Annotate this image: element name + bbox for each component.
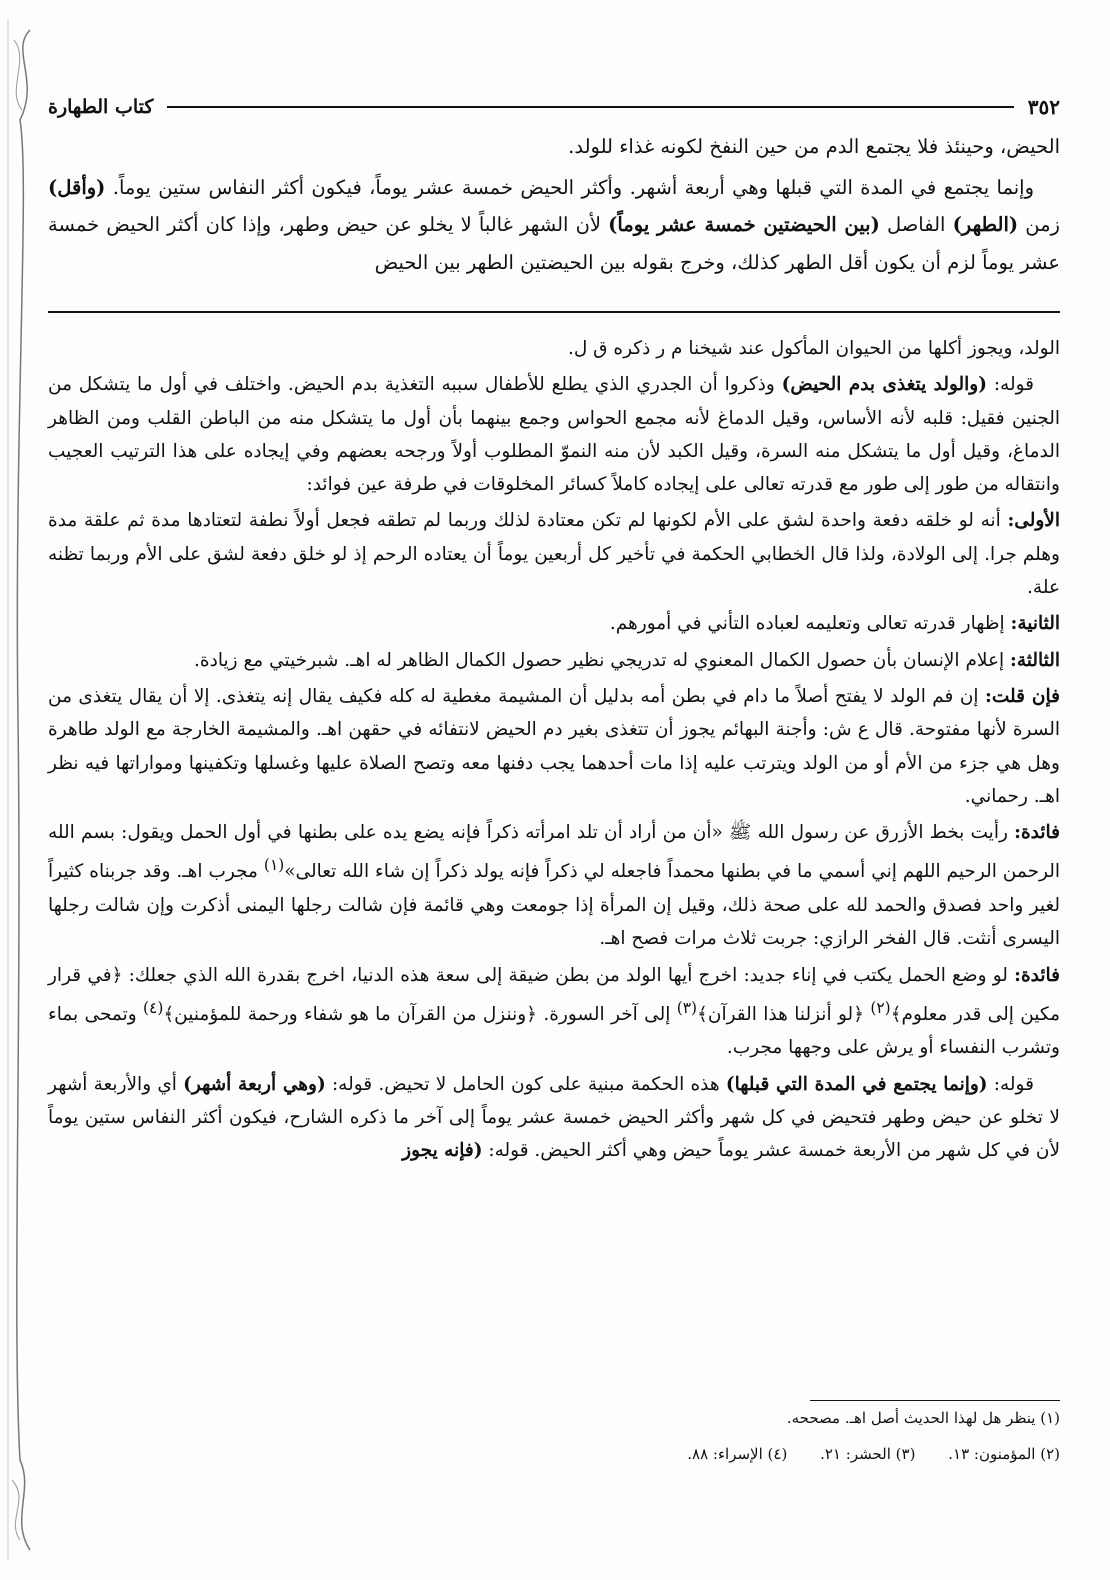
commentary-paragraph: قوله: (والولد يتغذى بدم الحيض) وذكروا أن الجدري الذي يطلع للأطفال سببه التغذية بدم الحيض. واختلف في أول ما يتشكل من الجنين فقيل: قلبه لأنه الأساس، وقيل الدماغ لأنه مجمع الحواس وجمع بينهما بأن أول ما يتشكل منه من الباطن القلب ومن الظاهر الدماغ، وقيل أول ما يتشكل منه السرة، وقيل الكبد لأن منه النموّ المطلوب أولاً ورجحه بعضهم وفي إيجاده على هذا الترتيب العجيب وانتقاله من طور إلى طور مع قدرته تعالى على إيجاده كاملاً كسائر المخلوقات في طرفة عين فوائد:: [48, 374, 1060, 496]
commentary-paragraph: فإن قلت: إن فم الولد لا يفتح أصلاً ما دام في بطن أمه بدليل أن المشيمة مغطية له كله فكيف يقال إنه يتغذى. إلا أن يقال يتغذى من السرة لأنها مفتوحة. قال ع ش: وأجنة البهائم يجوز أن تتغذى بغير دم الحيض لانتفائه في حقهن اهـ. والمشيمة الخارجة مع الولد طاهرة وهل هي جزء من الأم أو من الولد ويترتب عليه إذا مات أحدهما يجب دفنها معه وتصح الصلاة عليها وغسلها وتكفينها ومواراتها فيه نظر اهـ. رحماني.: [48, 685, 1060, 807]
main-text: [48, 128, 1060, 284]
commentary-paragraph: فائدة: لو وضع الحمل يكتب في إناء جديد: اخرج أيها الولد من بطن ضيقة إلى سعة هذه الدنيا، اخرج بقدرة الله الذي جعلك: ﴿في قرار مكين إلى قدر معلوم﴾$^{(٢)}$ ﴿لو أنزلنا هذا القرآن﴾$^{(٣)}$ إلى آخر السورة. ﴿وننزل من القرآن ما هو شفاء ورحمة للمؤمنين﴾$^{(٤)}$ وتمحى بماء وتشرب النفساء أو يرش على وجهها مجرب.: [48, 964, 1060, 1059]
footnotes-2-4: [48, 1440, 1060, 1468]
footnote-2: (٢) المؤمنون: ١٣.: [948, 1445, 1060, 1463]
text-commentary-divider: [48, 311, 1060, 313]
page-number: ٣٥٢: [1027, 95, 1060, 119]
commentary-paragraph: فائدة: رأيت بخط الأزرق عن رسول الله ﷺ «أن من أراد أن تلد امرأته ذكراً فإنه يضع يده على بطنها في أول الحمل ويقول: بسم الله الرحمن الرحيم اللهم إني أسمي ما في بطنها محمداً فاجعله لي ذكراً فإنه يولد ذكراً إن شاء الله تعالى»$^{(١)}$ مجرب اهـ. وقد جربناه كثيراً لغير واحد فصدق والحمد لله على صحة ذلك، وقيل إن المرأة إذا جومعت وهي قائمة فإن شالت رجلها اليمنى أذكرت وإن شالت رجلها اليسرى أنثت. قال الفخر الرازي: جربت ثلاث مرات فصح اهـ.: [48, 822, 1060, 950]
footnote-divider: [810, 1400, 1060, 1401]
commentary: [48, 332, 1060, 1170]
commentary-paragraph: الأولى: أنه لو خلقه دفعة واحدة لشق على الأم لكونها لم تكن معتادة لذلك وربما لم تطقه فجعل أولاً نطفة لتعتادها مدة ثم علقة مدة وهلم جرا. إلى الولادة، ولذا قال الخطابي الحكمة في تأخير كل أربعين يوماً أن يعتاده الرحم إذ لو خلق دفعة لشق على الأم وربما تظنه علة.: [48, 510, 1060, 599]
commentary-paragraph: الثالثة: إعلام الإنسان بأن حصول الكمال المعنوي له تدريجي نظير حصول الكمال الظاهر له اهـ. شبرخيتي مع زيادة.: [194, 649, 1060, 671]
commentary-paragraph: قوله: (وإنما يجتمع في المدة التي قبلها) هذه الحكمة مبنية على كون الحامل لا تحيض. قوله: (وهي أربعة أشهر) أي والأربعة أشهر لا تخلو عن حيض وطهر فتحيض في كل شهر وأكثر الحيض خمسة عشر يوماً إلى آخر ما ذكره الشارح، فيكون أكثر النفاس ستين يوماً لأن في كل شهر من الأربعة خمسة عشر يوماً حيض وهي أكثر الحيض. قوله: (فإنه يجوز: [48, 1073, 1060, 1162]
footnote-4: (٤) الإسراء: ٨٨.: [687, 1445, 788, 1463]
footnote-ref: (٢): [870, 998, 891, 1017]
page-header: [48, 92, 1060, 122]
footnote-3: (٣) الحشر: ٢١.: [820, 1445, 916, 1463]
footnote-ref: (٤): [143, 998, 164, 1017]
main-paragraph-1: الحيض، وحينئذ فلا يجتمع الدم من حين النفخ لكونه غذاء للولد.: [568, 135, 1060, 158]
binding-ornament: [0, 20, 48, 1560]
commentary-paragraph: الولد، ويجوز أكلها من الحيوان المأكول عند شيخنا م ر ذكره ق ل.: [567, 338, 1060, 359]
book-title: كتاب الطهارة: [48, 96, 154, 118]
footnote-ref: (٣): [676, 998, 698, 1017]
footnote-ref: (١): [263, 856, 285, 875]
footnote-1: (١) ينظر هل لهذا الحديث أصل اهـ. مصححه.: [786, 1409, 1060, 1427]
binding-edge-icon: [0, 20, 48, 1560]
header-rule: [167, 106, 1013, 108]
commentary-paragraph: الثانية: إظهار قدرته تعالى وتعليمه لعباده التأني في أمورهم.: [609, 613, 1060, 635]
main-paragraph-2: وإنما يجتمع في المدة التي قبلها وهي أربعة أشهر. وأكثر الحيض خمسة عشر يوماً، فيكون أكثر النفاس ستين يوماً. (وأقل) زمن (الطهر) الفاصل (بين الحيضتين خمسة عشر يوماً) لأن الشهر غالباً لا يخلو عن حيض وطهر، وإذا كان أكثر الحيض خمسة عشر يوماً لزم أن يكون أقل الطهر كذلك، وخرج بقوله بين الحيضتين الطهر بين الحيض: [48, 175, 1060, 274]
